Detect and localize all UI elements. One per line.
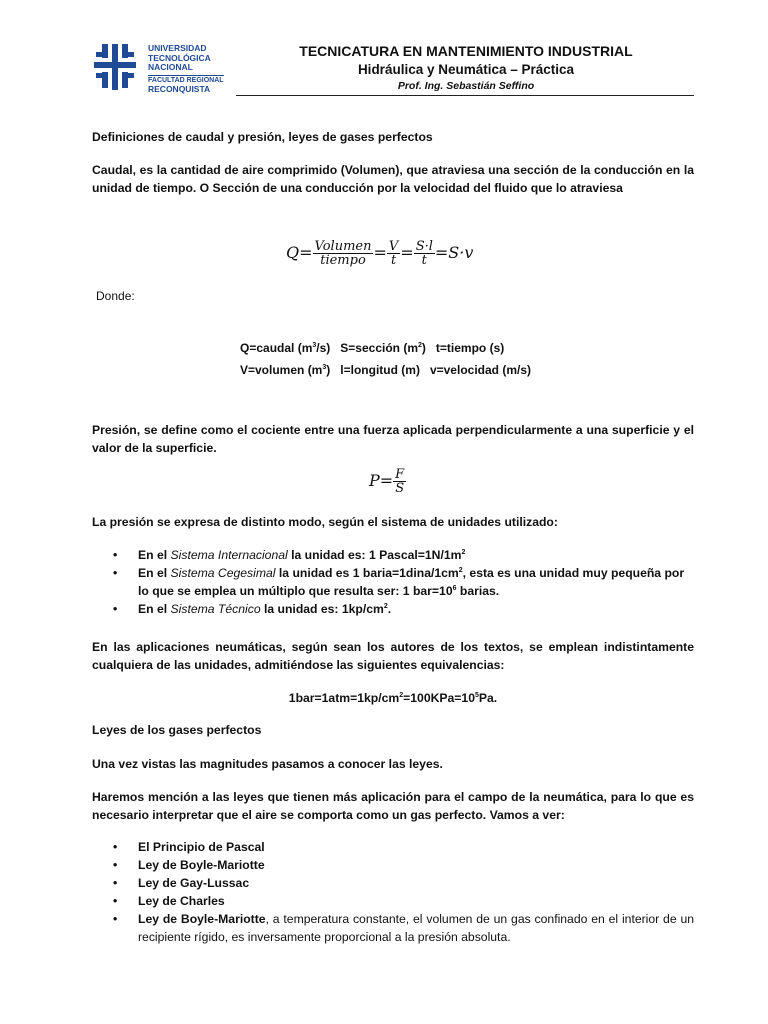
formula-lhs: Q	[286, 243, 300, 262]
variables-row-2	[240, 363, 531, 377]
var-caudal: Q=caudal $(m^3/s)$	[240, 341, 331, 355]
formula-lhs: P	[369, 471, 380, 490]
presion-formula: P= $\frac{F}{S}$	[369, 467, 405, 496]
bullet: •	[113, 840, 118, 854]
leyes-list	[92, 838, 694, 946]
units-intro: La presión se expresa de distinto modo, según el sistema de unidades utilizado:	[92, 515, 558, 529]
list-item: • Ley de Gay-Lussac	[113, 876, 250, 890]
list-item: • El Principio de Pascal	[113, 840, 265, 854]
bullet: •	[113, 876, 118, 890]
logo-line-1: UNIVERSIDAD	[148, 43, 207, 53]
header-divider	[236, 95, 694, 96]
fraction-numerator: F	[395, 467, 405, 482]
variables-row-1	[240, 341, 504, 355]
fraction-numerator: S·l	[415, 239, 433, 254]
page-title: TECNICATURA EN MANTENIMIENTO INDUSTRIAL	[299, 43, 633, 59]
professor-name: Prof. Ing. Sebastián Seffino	[397, 80, 535, 92]
fraction-denominator: tiempo	[320, 253, 366, 268]
fraction-denominator: S	[395, 481, 405, 496]
bullet: •	[113, 566, 118, 580]
fraction-volumen-tiempo	[313, 240, 374, 267]
fraction-denominator: t	[390, 253, 397, 268]
leyes-paragraph: Haremos mención a las leyes que tienen más aplicación para el campo de la neumática, para lo que es necesario interpretar que el aire se comporta como un gas perfecto. Vamos a ver:	[92, 790, 694, 822]
bullet: •	[113, 602, 118, 616]
caudal-definition: Caudal, es la cantidad de aire comprimido (Volumen), que atraviesa una sección de la conducción en la unidad de tiempo. O Sección de una conducción por la velocidad del fluido que lo atraviesa	[92, 163, 694, 195]
list-item-cgs: • En el Sistema Cegesimal la unidad es 1 $baria=1dina/1cm^2$, esta es una unidad muy pequeña por lo que se emplea un múltiplo que resulta ser: 1 $bar=10^6$ barias.	[113, 566, 685, 598]
bullet: •	[113, 894, 118, 908]
leyes-intro: Una vez vistas las magnitudes pasamos a conocer las leyes.	[92, 757, 443, 771]
list-item-boyle: • Ley de Boyle-Mariotte, a temperatura constante, el volumen de un gas confinado en el interior de un recipiente rígido, es inversamente proporcional a la presión absoluta.	[113, 912, 694, 944]
var-volumen: V=volumen $(m^3)$	[240, 363, 331, 377]
caudal-formula: Q= $\frac{\text{Volumen}}{\text{tiempo}}$ = $\frac{V}{t}$ = $\frac{S\cdot l}{t}$ =S·v	[286, 239, 474, 268]
bullet: •	[113, 548, 118, 562]
fraction-v-t	[387, 240, 400, 267]
logo-line-4: FACULTAD REGIONAL	[148, 76, 224, 84]
equivalences: $1bar=1atm=1kp/cm^2=100KPa=10^5Pa$.	[288, 691, 498, 705]
list-item: • Ley de Boyle-Mariotte	[113, 858, 265, 872]
logo-text	[148, 44, 224, 94]
page-subtitle: Hidráulica y Neumática – Práctica	[357, 62, 575, 77]
list-item: • Ley de Charles	[113, 894, 225, 908]
bullet: •	[113, 858, 118, 872]
logo-line-2: TECNOLÓGICA	[148, 52, 211, 63]
presion-definition: Presión, se define como el cociente entre una fuerza aplicada perpendicularmente a una superficie y el valor de la superficie.	[92, 423, 694, 455]
var-tiempo: t=tiempo (s)	[435, 341, 505, 355]
fraction-sl-t	[414, 240, 435, 267]
fraction-denominator: t	[421, 253, 427, 268]
bullet: •	[113, 912, 118, 926]
donde-label: Donde:	[96, 289, 135, 303]
logo-line-3: NACIONAL	[148, 62, 193, 72]
units-list	[92, 546, 694, 618]
list-item-si: • En el Sistema Internacional la unidad es: 1 $Pascal=1N/1m^2$	[113, 548, 466, 562]
leyes-title: Leyes de los gases perfectos	[92, 723, 262, 737]
logo-line-5: RECONQUISTA	[148, 83, 211, 94]
var-longitud: l=longitud (m)	[340, 363, 420, 377]
neumatica-paragraph: En las aplicaciones neumáticas, según sean los autores de los textos, se emplean indistintamente cualquiera de las unidades, admitiéndose las siguientes equivalencias:	[92, 640, 694, 672]
var-seccion: S=sección $(m^2)$	[340, 341, 426, 355]
section-title: Definiciones de caudal y presión, leyes de gases perfectos	[92, 130, 433, 144]
list-item-tecnico: • En el Sistema Técnico la unidad es: $1kp/cm^2$.	[113, 602, 392, 616]
formula-rhs: S·v	[448, 243, 474, 262]
var-velocidad: v=velocidad (m/s)	[429, 363, 531, 377]
fraction-numerator: Volumen	[314, 239, 372, 254]
fraction-numerator: V	[388, 239, 399, 254]
fraction-f-s	[393, 468, 406, 495]
